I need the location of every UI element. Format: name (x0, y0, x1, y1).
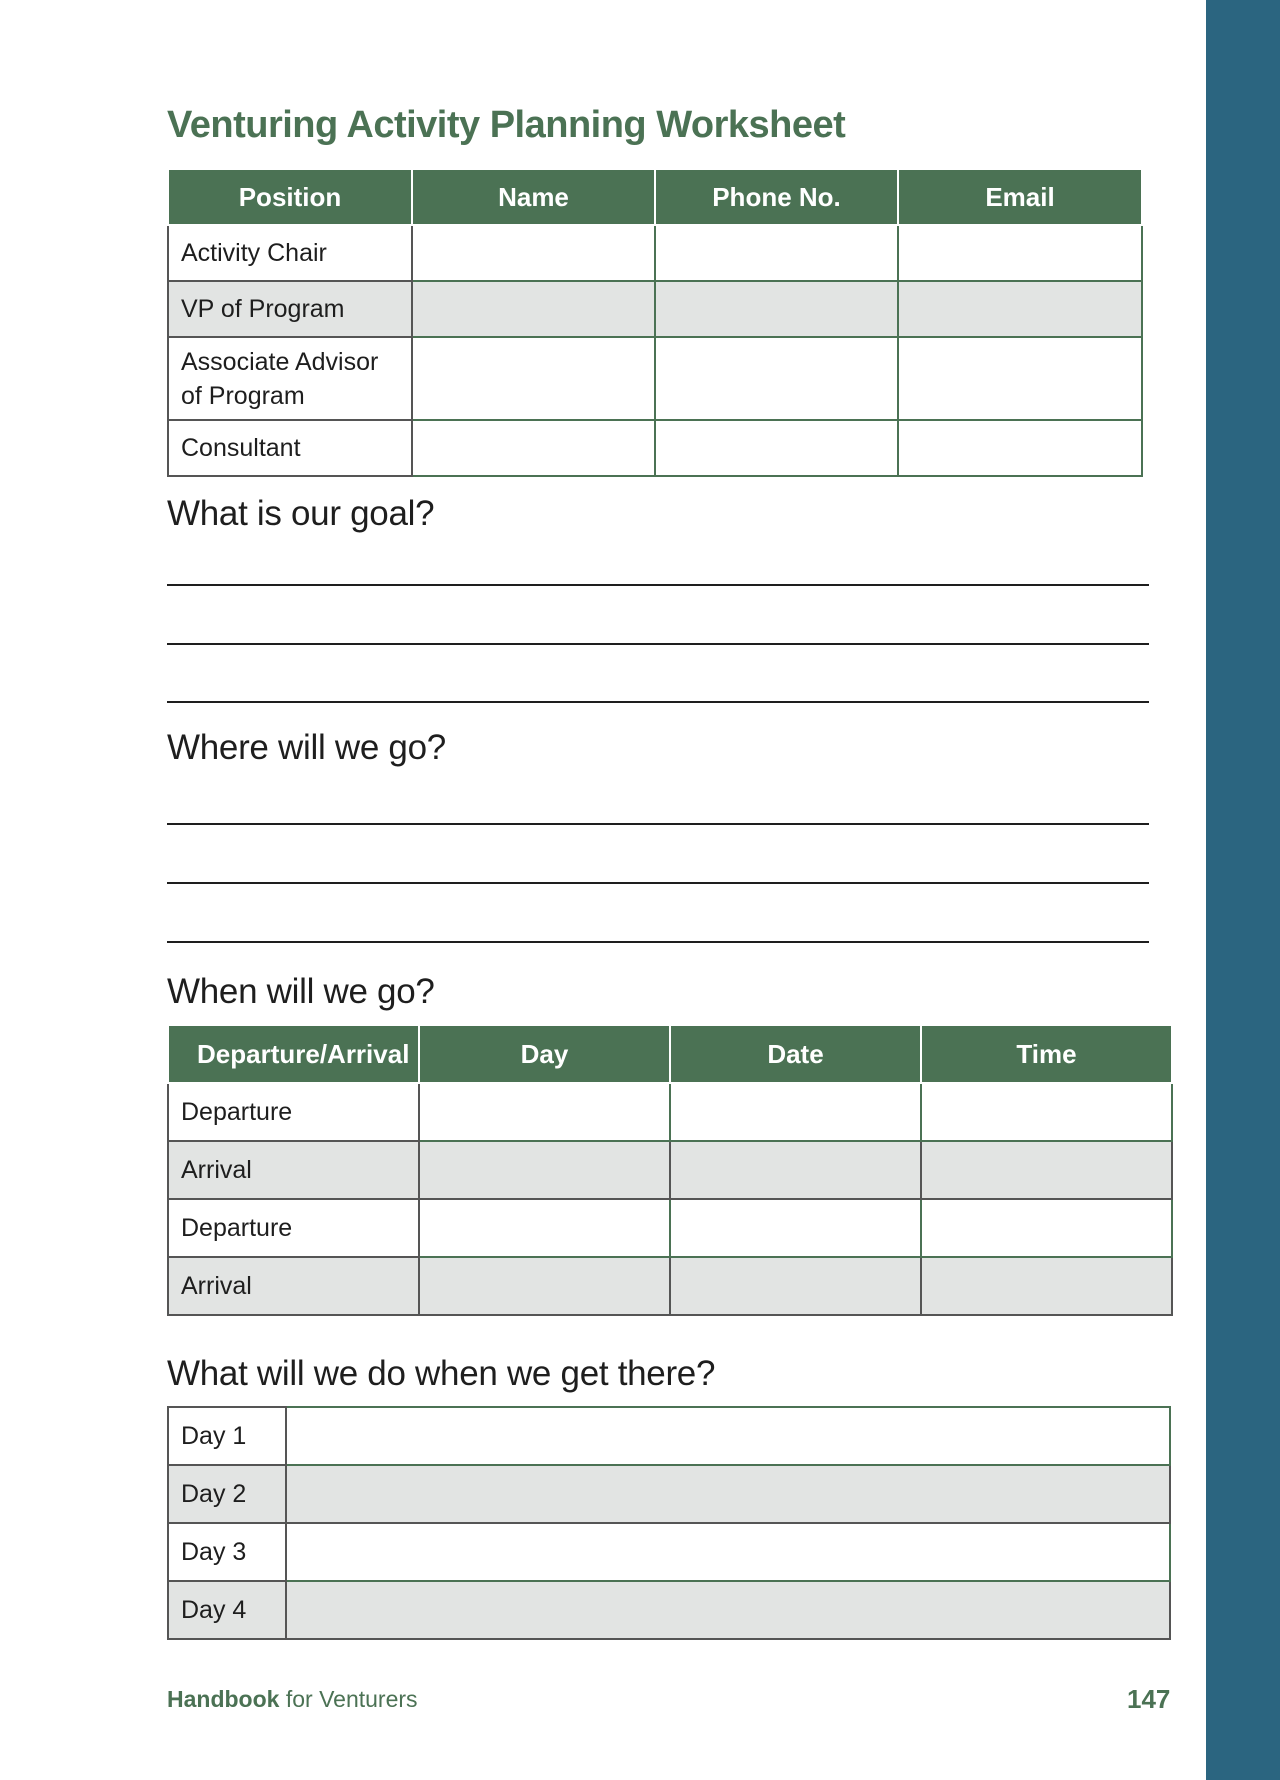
name-cell[interactable] (412, 337, 655, 420)
date-cell[interactable] (670, 1257, 921, 1315)
col-header-day: Day (419, 1025, 670, 1083)
col-header-date: Date (670, 1025, 921, 1083)
day-cell[interactable] (419, 1083, 670, 1141)
time-cell[interactable] (921, 1199, 1172, 1257)
col-header-time: Time (921, 1025, 1172, 1083)
table-row (168, 337, 1142, 420)
phone-cell[interactable] (655, 420, 898, 476)
date-cell[interactable] (670, 1199, 921, 1257)
table-row (168, 1083, 1172, 1141)
table-row (168, 1407, 1170, 1465)
contacts-table (167, 168, 1143, 477)
page-edge-band (1206, 0, 1280, 1780)
position-label: Activity Chair (168, 225, 412, 281)
email-cell[interactable] (898, 420, 1142, 476)
col-header-email: Email (898, 169, 1142, 225)
footer-for-venturers: for Venturers (279, 1686, 418, 1712)
what-question: What will we do when we get there? (167, 1354, 716, 1393)
email-cell[interactable] (898, 281, 1142, 337)
col-header-phone: Phone No. (655, 169, 898, 225)
col-header-name: Name (412, 169, 655, 225)
email-cell[interactable] (898, 337, 1142, 420)
trip-leg-label: Departure (168, 1199, 419, 1257)
day-cell[interactable] (419, 1199, 670, 1257)
activity-cell[interactable] (286, 1581, 1170, 1639)
schedule-table (167, 1024, 1173, 1316)
name-cell[interactable] (412, 225, 655, 281)
position-label: Consultant (168, 420, 412, 476)
activity-cell[interactable] (286, 1407, 1170, 1465)
day-cell[interactable] (419, 1257, 670, 1315)
footer-book-title (167, 1686, 418, 1713)
day-label: Day 1 (168, 1407, 286, 1465)
where-question: Where will we go? (167, 728, 446, 767)
schedule-header-row (168, 1025, 1172, 1083)
where-answer-line-1[interactable] (167, 823, 1149, 825)
time-cell[interactable] (921, 1141, 1172, 1199)
position-label: Associate Advisor of Program (168, 337, 412, 420)
table-row (168, 1141, 1172, 1199)
phone-cell[interactable] (655, 225, 898, 281)
phone-cell[interactable] (655, 337, 898, 420)
table-row (168, 281, 1142, 337)
activity-cell[interactable] (286, 1523, 1170, 1581)
table-row (168, 1199, 1172, 1257)
when-question: When will we go? (167, 972, 435, 1011)
table-row (168, 1581, 1170, 1639)
name-cell[interactable] (412, 281, 655, 337)
date-cell[interactable] (670, 1083, 921, 1141)
goal-question: What is our goal? (167, 494, 435, 533)
goal-answer-line-3[interactable] (167, 701, 1149, 703)
day-label: Day 2 (168, 1465, 286, 1523)
time-cell[interactable] (921, 1083, 1172, 1141)
table-row (168, 420, 1142, 476)
col-header-position: Position (168, 169, 412, 225)
page-number: 147 (1127, 1684, 1171, 1714)
day-label: Day 3 (168, 1523, 286, 1581)
table-row (168, 225, 1142, 281)
where-answer-line-3[interactable] (167, 941, 1149, 943)
table-row (168, 1523, 1170, 1581)
email-cell[interactable] (898, 225, 1142, 281)
contacts-header-row (168, 169, 1142, 225)
time-cell[interactable] (921, 1257, 1172, 1315)
trip-leg-label: Departure (168, 1083, 419, 1141)
position-label: VP of Program (168, 281, 412, 337)
page-title: Venturing Activity Planning Worksheet (167, 104, 846, 146)
trip-leg-label: Arrival (168, 1257, 419, 1315)
where-answer-line-2[interactable] (167, 882, 1149, 884)
footer-handbook: Handbook (167, 1686, 280, 1712)
goal-answer-line-2[interactable] (167, 643, 1149, 645)
name-cell[interactable] (412, 420, 655, 476)
table-row (168, 1465, 1170, 1523)
goal-answer-line-1[interactable] (167, 584, 1149, 586)
table-row (168, 1257, 1172, 1315)
date-cell[interactable] (670, 1141, 921, 1199)
col-header-departure-arrival: Departure/Arrival (168, 1025, 419, 1083)
activities-table (167, 1406, 1171, 1640)
day-cell[interactable] (419, 1141, 670, 1199)
phone-cell[interactable] (655, 281, 898, 337)
activity-cell[interactable] (286, 1465, 1170, 1523)
day-label: Day 4 (168, 1581, 286, 1639)
trip-leg-label: Arrival (168, 1141, 419, 1199)
